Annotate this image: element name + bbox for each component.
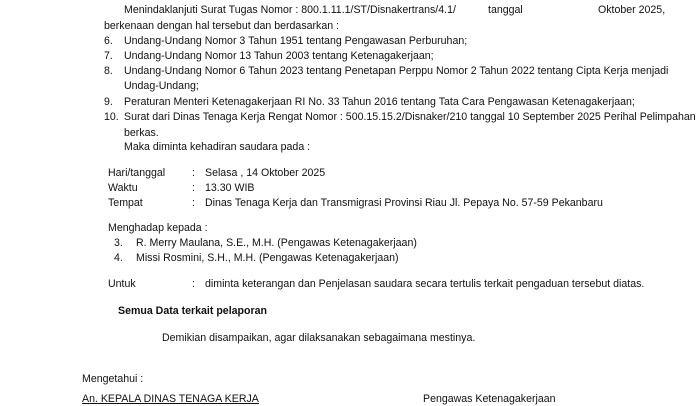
list-item: Peraturan Menteri Ketenagakerjaan RI No. 33 Tahun 2016 tentang Tata Cara Pengawasan Ketenagakerjaan; [124, 96, 635, 108]
list-item-number: 8. [104, 65, 113, 77]
officer-item: Missi Rosmini, S.H., M.H. (Pengawas Ketenagakerjaan) [136, 252, 399, 264]
closing-line: Demikian disampaikan, agar dilaksanakan sebagaimana mestinya. [162, 332, 476, 344]
schedule-colon: : [192, 167, 195, 179]
officer-item: R. Merry Maulana, S.E., M.H. (Pengawas Ketenagakerjaan) [136, 237, 417, 249]
schedule-label: Hari/tanggal [108, 167, 166, 179]
list-item-continuation: Undag-Undang; [124, 80, 199, 92]
invitation-line: Maka diminta kehadiran saudara pada : [124, 141, 311, 153]
signature-left: An. KEPALA DINAS TENAGA KERJA [82, 393, 259, 405]
list-item-number: 7. [104, 50, 113, 62]
list-item: Surat dari Dinas Tenaga Kerja Rengat Nomor : 500.15.15.2/Disnaker/210 tanggal 10 September 2025 Perihal Pelimpahan [124, 111, 696, 123]
schedule-label: Tempat [108, 197, 143, 209]
purpose-value: diminta keterangan dan Penjelasan saudara secara tertulis terkait pengaduan tersebut diatas. [205, 278, 645, 290]
list-item-continuation: berkas. [124, 127, 159, 139]
note-bold: Semua Data terkait pelaporan [118, 305, 267, 317]
list-item-number: 9. [104, 96, 113, 108]
list-item: Undang-Undang Nomor 6 Tahun 2023 tentang Penetapan Perppu Nomor 2 Tahun 2022 tentang Cipta Kerja menjadi [124, 65, 669, 77]
officer-number: 4. [114, 252, 123, 264]
purpose-label: Untuk [108, 278, 136, 290]
opening-line: Menindaklanjuti Surat Tugas Nomor : 800.1.11.1/ST/Disnakertrans/4.1/ [124, 4, 456, 16]
schedule-value: Selasa , 14 Oktober 2025 [205, 167, 326, 179]
continuation-line: berkenaan dengan hal tersebut dan berdasarkan : [104, 20, 340, 32]
signature-right: Pengawas Ketenagakerjaan [423, 393, 556, 405]
meet-heading: Menghadap kepada : [108, 222, 208, 234]
schedule-colon: : [192, 197, 195, 209]
acknowledged-label: Mengetahui : [82, 373, 144, 385]
schedule-label: Waktu [108, 182, 138, 194]
list-item-number: 10. [104, 111, 119, 123]
schedule-value: 13.30 WIB [205, 182, 255, 194]
list-item: Undang-Undang Nomor 3 Tahun 1951 tentang Pengawasan Perburuhan; [124, 35, 468, 47]
list-item-number: 6. [104, 35, 113, 47]
date-label: tanggal [488, 4, 523, 16]
schedule-colon: : [192, 182, 195, 194]
date-value: Oktober 2025, [598, 4, 666, 16]
purpose-colon: : [192, 278, 195, 290]
officer-number: 3. [114, 237, 123, 249]
list-item: Undang-Undang Nomor 13 Tahun 2003 tentang Ketenagakerjaan; [124, 50, 434, 62]
schedule-value: Dinas Tenaga Kerja dan Transmigrasi Provinsi Riau Jl. Pepaya No. 57-59 Pekanbaru [205, 197, 603, 209]
